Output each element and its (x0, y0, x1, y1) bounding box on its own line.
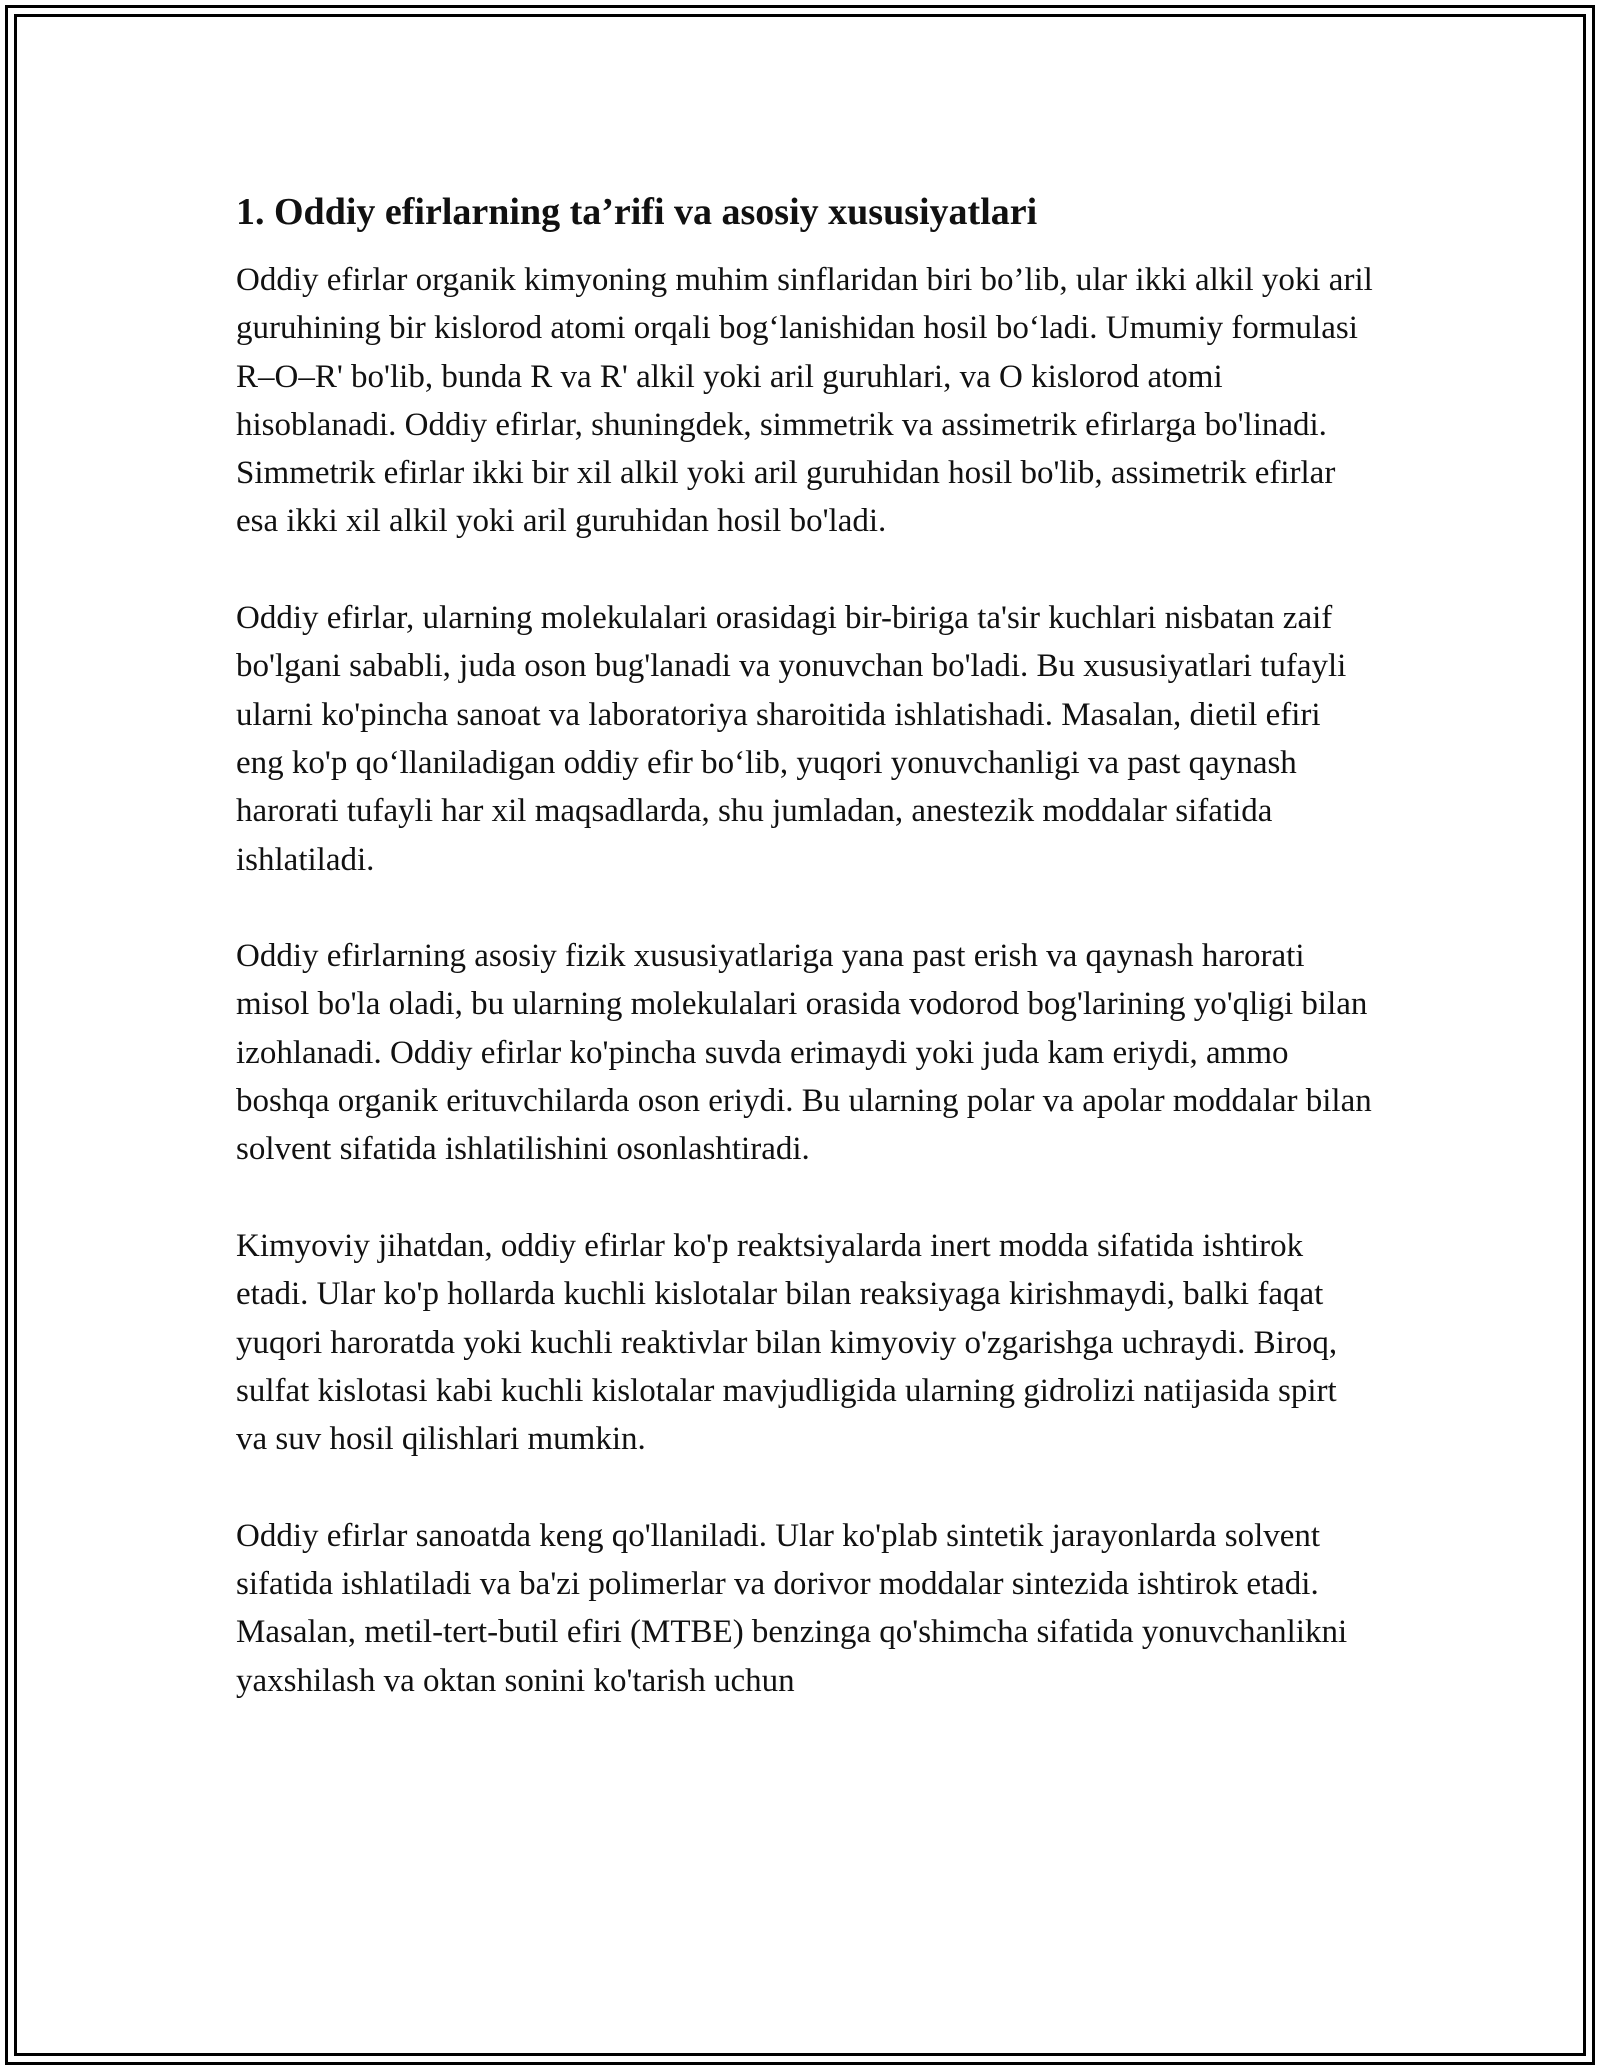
paragraph-chemical-properties: Kimyoviy jihatdan, oddiy efirlar ko'p reaktsiyalarda inert modda sifatida ishtirok etadi. Ular ko'p hollarda kuchli kislotalar bilan reaksiyaga kirishmaydi, balki faqat yuqori haroratda yoki kuchli reaktivlar bilan kimyoviy o'zgarishga uchraydi. Biroq, sulfat kislotasi kabi kuchli kislotalar mavjudligida ularning gidrolizi natijasida spirt va suv hosil qilishlari mumkin. (236, 1227, 1338, 1458)
paragraph-industrial-use: Oddiy efirlar sanoatda keng qo'llaniladi. Ular ko'plab sintetik jarayonlarda solvent sifatida ishlatiladi va ba'zi polimerlar va dorivor moddalar sintezida ishtirok etadi. Masalan, metil-tert-butil efiri (MTBE) benzinga qo'shimcha sifatida yonuvchanlikni yaxshilash va oktan sonini ko'tarish uchun (236, 1517, 1348, 1699)
paragraph-physical-properties: Oddiy efirlarning asosiy fizik xususiyatlariga yana past erish va qaynash harorati misol bo'la oladi, bu ularning molekulalari orasida vodorod bog'larining yo'qligi bilan izohlanadi. Oddiy efirlar ko'pincha suvda erimaydi yoki juda kam eriydi, ammo boshqa organik erituvchilarda oson eriydi. Bu ularning polar va apolar moddalar bilan solvent sifatida ishlatilishini osonlashtiradi. (236, 938, 1372, 1168)
document-body (236, 186, 1376, 1753)
section-heading: 1. Oddiy efirlarning ta’rifi va asosiy xususiyatlari (236, 191, 1038, 233)
paragraph-definition: Oddiy efirlar organik kimyoning muhim sinflaridan biri bo’lib, ular ikki alkil yoki aril guruhining bir kislorod atomi orqali bog‘lanishidan hosil bo‘ladi. Umumiy formulasi R–O–R' bo'lib, bunda R va R' alkil yoki aril guruhlari, va O kislorod atomi hisoblanadi. Oddiy efirlar, shuningdek, simmetrik va assimetrik efirlarga bo'linadi. Simmetrik efirlar ikki bir xil alkil yoki aril guruhidan hosil bo'lib, assimetrik efirlar esa ikki xil alkil yoki aril guruhidan hosil bo'ladi. (236, 262, 1373, 540)
paragraph-volatility: Oddiy efirlar, ularning molekulalari orasidagi bir-biriga ta'sir kuchlari nisbatan zaif bo'lgani sababli, juda oson bug'lanadi va yonuvchan bo'ladi. Bu xususiyatlari tufayli ularni ko'pincha sanoat va laboratoriya sharoitida ishlatishadi. Masalan, dietil efiri eng ko'p qo‘llaniladigan oddiy efir bo‘lib, yuqori yonuvchanligi va past qaynash harorati tufayli har xil maqsadlarda, shu jumladan, anestezik moddalar sifatida ishlatiladi. (236, 600, 1347, 878)
